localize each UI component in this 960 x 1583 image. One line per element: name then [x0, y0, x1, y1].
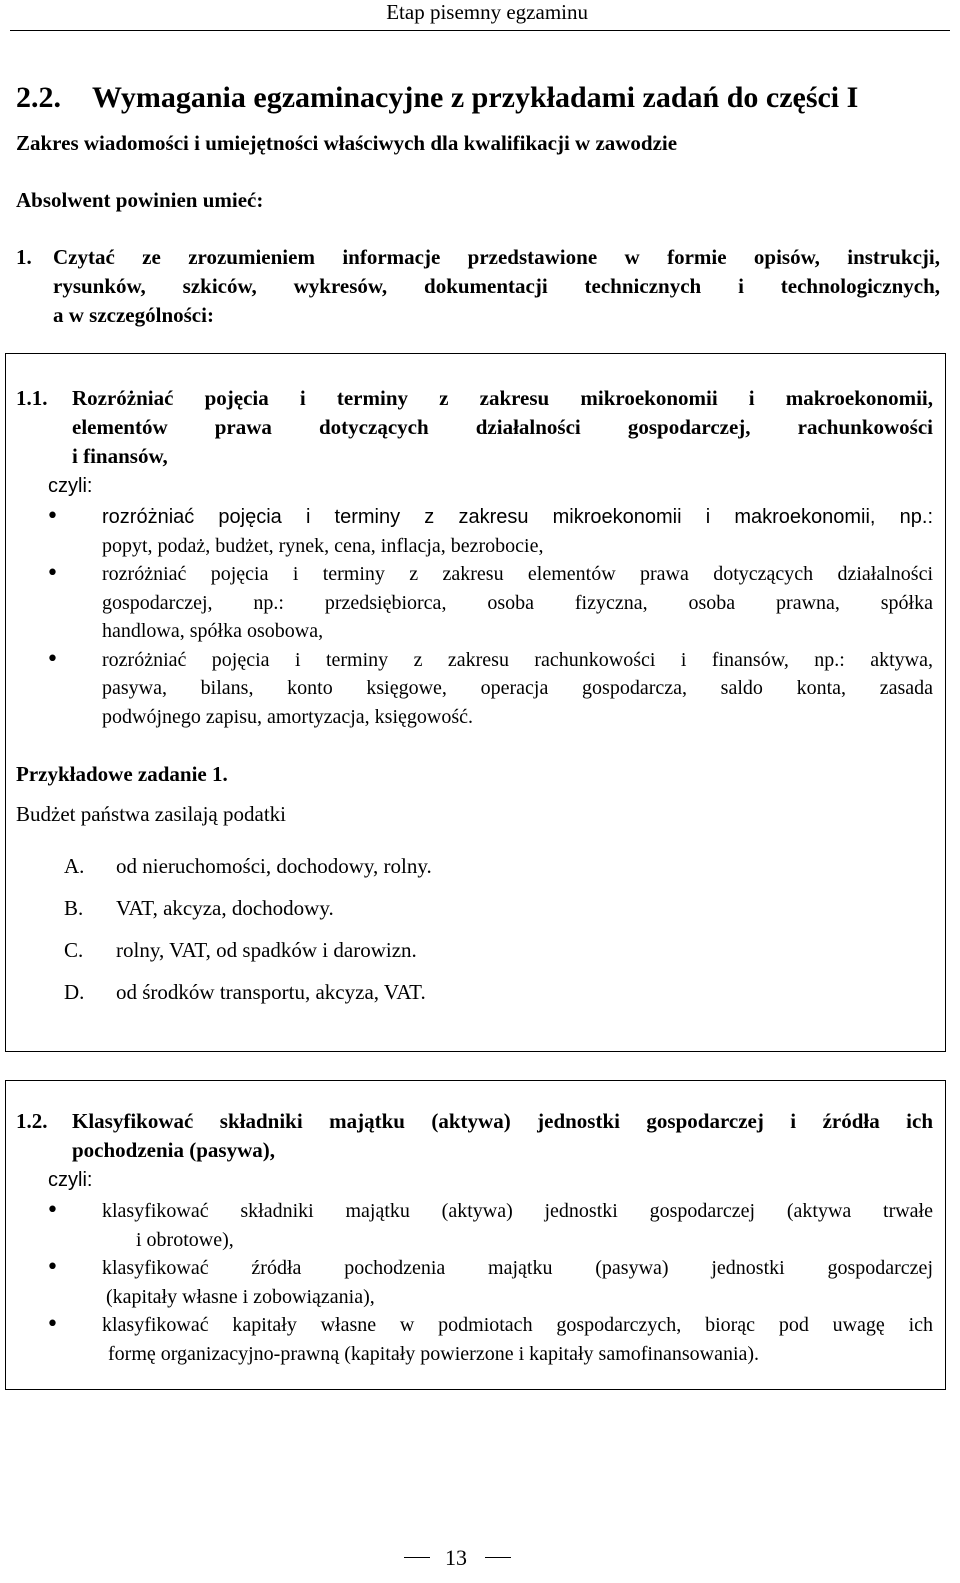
bullet-list	[16, 1197, 933, 1368]
bullet-icon	[16, 1311, 102, 1368]
bullet-list	[16, 503, 933, 731]
list-item	[16, 646, 933, 732]
list-item	[16, 1311, 933, 1368]
heading-line: Rozróżniać pojęcia i terminy z zakresu mikroekonomii i makroekonomii,	[72, 386, 933, 410]
requirement-point-1	[16, 243, 940, 330]
bullet-line: handlowa, spółka osobowa,	[102, 620, 324, 642]
requirement-number: 1.2.	[16, 1109, 48, 1133]
header-rule	[10, 30, 950, 31]
section-title	[16, 80, 858, 116]
requirement-box-1-2	[5, 1080, 946, 1390]
requirement-box-1-1	[5, 353, 946, 1052]
list-item	[16, 503, 933, 560]
answer-label: B.	[64, 896, 84, 920]
bullet-line: rozróżniać pojęcia i terminy z zakresu elementów prawa dotyczących działalności	[102, 563, 933, 585]
bullet-line: (kapitały własne i zobowiązania),	[106, 1285, 375, 1308]
answer-text: od nieruchomości, dochodowy, rolny.	[116, 854, 432, 878]
list-item	[16, 1254, 933, 1311]
bullet-icon	[16, 560, 102, 646]
heading-line: pochodzenia (pasywa),	[72, 1138, 276, 1162]
bullet-line: klasyfikować źródła pochodzenia majątku (pasywa) jednostki gospodarczej	[102, 1257, 933, 1279]
answer-text: rolny, VAT, od spadków i darowizn.	[116, 938, 417, 962]
page-number-dash-left	[404, 1557, 430, 1558]
page-number: 13	[445, 1545, 467, 1570]
list-item	[16, 560, 933, 646]
answer-text: od środków transportu, akcyza, VAT.	[116, 980, 426, 1004]
bullet-icon	[16, 1197, 102, 1254]
bullet-icon	[16, 1254, 102, 1311]
bullet-line: gospodarczej, np.: przedsiębiorca, osoba fizyczna, osoba prawna, spółka	[102, 591, 933, 614]
czyli-label: czyli:	[48, 1169, 93, 1191]
heading-line: i finansów,	[72, 444, 168, 468]
requirement-number: 1.1.	[16, 386, 48, 410]
point-number: 1.	[16, 245, 32, 269]
section-number: 2.2.	[16, 81, 61, 114]
bullet-line: pasywa, bilans, konto księgowe, operacja gospodarcza, saldo konta, zasada	[102, 677, 933, 699]
section-title-text: Wymagania egzaminacyjne z przykładami zadań do części I	[92, 81, 859, 114]
answer-option	[16, 979, 933, 1021]
sample-task-question: Budżet państwa zasilają podatki	[16, 802, 286, 826]
answer-list	[16, 853, 933, 1021]
heading-line: elementów prawa dotyczących działalności gospodarczej, rachunkowości	[72, 415, 933, 439]
list-item	[16, 1197, 933, 1254]
lead-text: Absolwent powinien umieć:	[16, 188, 264, 212]
requirement-heading	[16, 1107, 933, 1165]
answer-label: D.	[64, 980, 85, 1004]
bullet-line: popyt, podaż, budżet, rynek, cena, inflacja, bezrobocie,	[102, 534, 544, 557]
qualification-subtitle: Zakres wiadomości i umiejętności właściwych dla kwalifikacji w zawodzie	[16, 131, 678, 155]
answer-option	[16, 895, 933, 937]
bullet-line: klasyfikować składniki majątku (aktywa) jednostki gospodarczej (aktywa trwałe	[102, 1200, 933, 1222]
bullet-icon	[16, 646, 102, 732]
sample-task-title: Przykładowe zadanie 1.	[16, 762, 228, 786]
point-text-line: rysunków, szkiców, wykresów, dokumentacji technicznych i technologicznych,	[53, 274, 940, 298]
requirement-heading	[16, 384, 933, 471]
bullet-line: klasyfikować kapitały własne w podmiotach gospodarczych, biorąc pod uwagę ich	[102, 1314, 933, 1336]
point-text-line: Czytać ze zrozumieniem informacje przedstawione w formie opisów, instrukcji,	[53, 245, 940, 269]
bullet-line: rozróżniać pojęcia i terminy z zakresu mikroekonomii i makroekonomii, np.:	[102, 506, 933, 528]
answer-label: C.	[64, 938, 84, 962]
bullet-icon	[16, 503, 102, 560]
answer-option	[16, 853, 933, 895]
page-number-dash-right	[485, 1557, 511, 1558]
bullet-line: i obrotowe),	[136, 1228, 234, 1251]
answer-label: A.	[64, 854, 85, 878]
answer-option	[16, 937, 933, 979]
answer-text: VAT, akcyza, dochodowy.	[116, 896, 334, 920]
bullet-line: formę organizacyjno-prawną (kapitały powierzone i kapitały samofinansowania).	[108, 1342, 760, 1365]
bullet-line: rozróżniać pojęcia i terminy z zakresu rachunkowości i finansów, np.: aktywa,	[102, 648, 933, 671]
point-text-line: a w szczególności:	[53, 303, 214, 327]
heading-line: Klasyfikować składniki majątku (aktywa) jednostki gospodarczej i źródła ich	[72, 1109, 933, 1133]
running-header: Etap pisemny egzaminu	[386, 0, 588, 24]
czyli-label: czyli:	[48, 475, 93, 497]
bullet-line: podwójnego zapisu, amortyzacja, księgowość.	[102, 705, 474, 728]
